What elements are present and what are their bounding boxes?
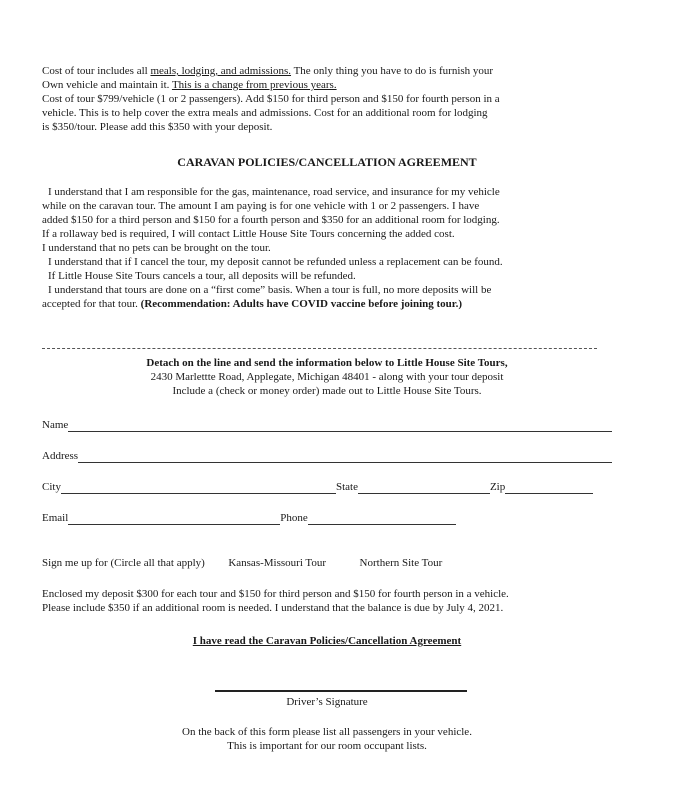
name-field[interactable]: [68, 419, 612, 432]
name-row: [42, 416, 612, 432]
intro-line-3: Cost of tour $799/vehicle (1 or 2 passengers). Add $150 for third person and $150 for fourth person in a: [42, 93, 500, 105]
detach-line-2: 2430 Marlettte Road, Applegate, Michigan 48401 - along with your tour deposit: [150, 371, 504, 383]
policy-1-line-2: while on the caravan tour. The amount I am paying is for one vehicle with 1 or 2 passengers. I have: [42, 200, 480, 212]
deposit-line-1: Enclosed my deposit $300 for each tour and $150 for third person and $150 for fourth person in a vehicle.: [42, 588, 509, 600]
detach-line-3: Include a (check or money order) made out to Little House Site Tours.: [172, 385, 482, 397]
intro-line-2: Own vehicle and maintain it. This is a change from previous years.: [42, 79, 337, 91]
covid-recommendation: (Recommendation: Adults have COVID vaccine before joining tour.): [140, 298, 463, 310]
intro-line-1: Cost of tour includes all meals, lodging, and admissions. The only thing you have to do is furnish your: [42, 65, 494, 77]
policies-heading: CARAVAN POLICIES/CANCELLATION AGREEMENT: [177, 155, 477, 169]
intro-paragraph: [42, 64, 612, 134]
phone-field[interactable]: [308, 512, 456, 525]
footer-note: [42, 725, 612, 753]
policy-2: I understand that no pets can be brought on the tour.: [42, 242, 271, 254]
name-label: Name: [42, 419, 69, 431]
zip-field[interactable]: [505, 481, 593, 494]
zip-label: Zip: [489, 481, 506, 493]
policy-4: If Little House Site Tours cancels a tour, all deposits will be refunded.: [48, 270, 356, 282]
included-items: meals, lodging, and admissions.: [150, 65, 292, 77]
policy-1-line-4: If a rollaway bed is required, I will contact Little House Site Tours concerning the added cost.: [42, 228, 455, 240]
agreement-statement: I have read the Caravan Policies/Cancellation Agreement: [192, 635, 462, 647]
email-field[interactable]: [68, 512, 280, 525]
signature-field[interactable]: [215, 690, 467, 692]
footer-line-2: This is important for our room occupant lists.: [227, 740, 427, 752]
state-field[interactable]: [358, 481, 490, 494]
policy-1-line-1: I understand that I am responsible for the gas, maintenance, road service, and insurance for my vehicle: [48, 186, 500, 198]
policies-body: [42, 185, 612, 311]
address-label: Address: [42, 450, 79, 462]
detach-line: [42, 348, 597, 349]
city-state-zip-row: [42, 478, 612, 494]
tour-option-northern-site[interactable]: Northern Site Tour: [359, 557, 443, 569]
phone-label: Phone: [280, 512, 308, 524]
signup-row: [42, 556, 612, 570]
footer-line-1: On the back of this form please list all passengers in your vehicle.: [182, 726, 472, 738]
policy-5-line-2: accepted for that tour. (Recommendation: Adults have COVID vaccine before joining tour.): [42, 298, 463, 310]
signup-label: Sign me up for (Circle all that apply): [42, 557, 205, 569]
policy-3: I understand that if I cancel the tour, my deposit cannot be refunded unless a replacement can be found.: [48, 256, 503, 268]
state-label: State: [335, 481, 358, 493]
signature-label: Driver’s Signature: [286, 696, 368, 708]
tour-option-kansas-missouri[interactable]: Kansas-Missouri Tour: [228, 557, 327, 569]
intro-line-4: vehicle. This is to help cover the extra meals and admissions. Cost for an additional room for lodging: [42, 107, 488, 119]
city-field[interactable]: [61, 481, 336, 494]
detach-line-1: Detach on the line and send the information below to Little House Site Tours,: [146, 357, 508, 369]
email-phone-row: [42, 509, 612, 525]
deposit-paragraph: [42, 587, 612, 615]
city-label: City: [42, 481, 61, 493]
deposit-line-2: Please include $350 if an additional room is needed. I understand that the balance is due by July 4, 2021.: [42, 602, 504, 614]
address-row: [42, 447, 612, 463]
policy-1-line-3: added $150 for a third person and $150 for a fourth person and $350 for an additional room for lodging.: [42, 214, 500, 226]
address-field[interactable]: [78, 450, 612, 463]
change-notice: This is a change from previous years.: [171, 79, 337, 91]
detach-instructions: [42, 356, 612, 398]
email-label: Email: [42, 512, 69, 524]
policy-5-line-1: I understand that tours are done on a “first come” basis. When a tour is full, no more deposits will be: [48, 284, 492, 296]
intro-line-5: is $350/tour. Please add this $350 with your deposit.: [42, 121, 273, 133]
